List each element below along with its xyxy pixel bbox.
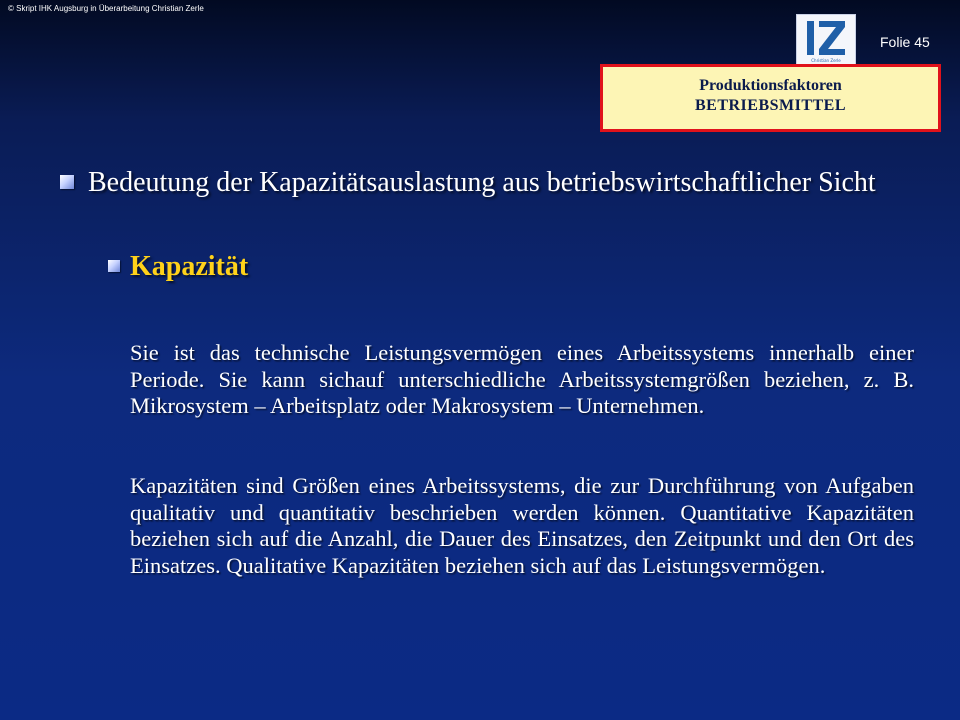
slide-number: Folie 45 (880, 34, 930, 50)
definition-paragraph-2: Kapazitäten sind Größen eines Arbeitssystems, die zur Durchführung von Aufgaben qualitativ und quantitativ beschrieben werden können. Quantitative Kapazitäten beziehen sich auf die Anzahl, die Dauer des Einsatzes, den Zeitpunkt und den Ort des Einsatzes. Qualitative Kapazitäten beziehen sich auf das Leistungsvermögen. (130, 473, 914, 578)
definition-paragraph-1: Sie ist das technische Leistungsvermögen eines Arbeitssystems innerhalb einer Periode. Sie kann sichauf unterschiedliche Arbeitssystemgrößen beziehen, z. B. Mikrosystem – Arbeitsplatz oder Makrosystem – Unternehmen. (130, 340, 914, 418)
bullet-square-icon (60, 175, 74, 189)
slide-title-line1: Produktionsfaktoren (699, 77, 842, 94)
bullet-level2 (108, 250, 248, 284)
slide-title-box (600, 64, 941, 132)
logo-graphic (797, 15, 855, 65)
slide-title-line2: BETRIEBSMITTEL (694, 97, 847, 114)
bullet-square-icon (108, 260, 120, 272)
copyright-note: © Skript IHK Augsburg in Überarbeitung Christian Zerle (8, 4, 204, 13)
bullet-level1-text: Bedeutung der Kapazitätsauslastung aus betriebswirtschaftlicher Sicht (88, 167, 876, 198)
bullet-level2-text: Kapazität (130, 251, 249, 282)
company-logo (796, 14, 856, 66)
bullet-level1 (60, 166, 890, 200)
logo-caption: Christian Zerle (811, 58, 841, 63)
